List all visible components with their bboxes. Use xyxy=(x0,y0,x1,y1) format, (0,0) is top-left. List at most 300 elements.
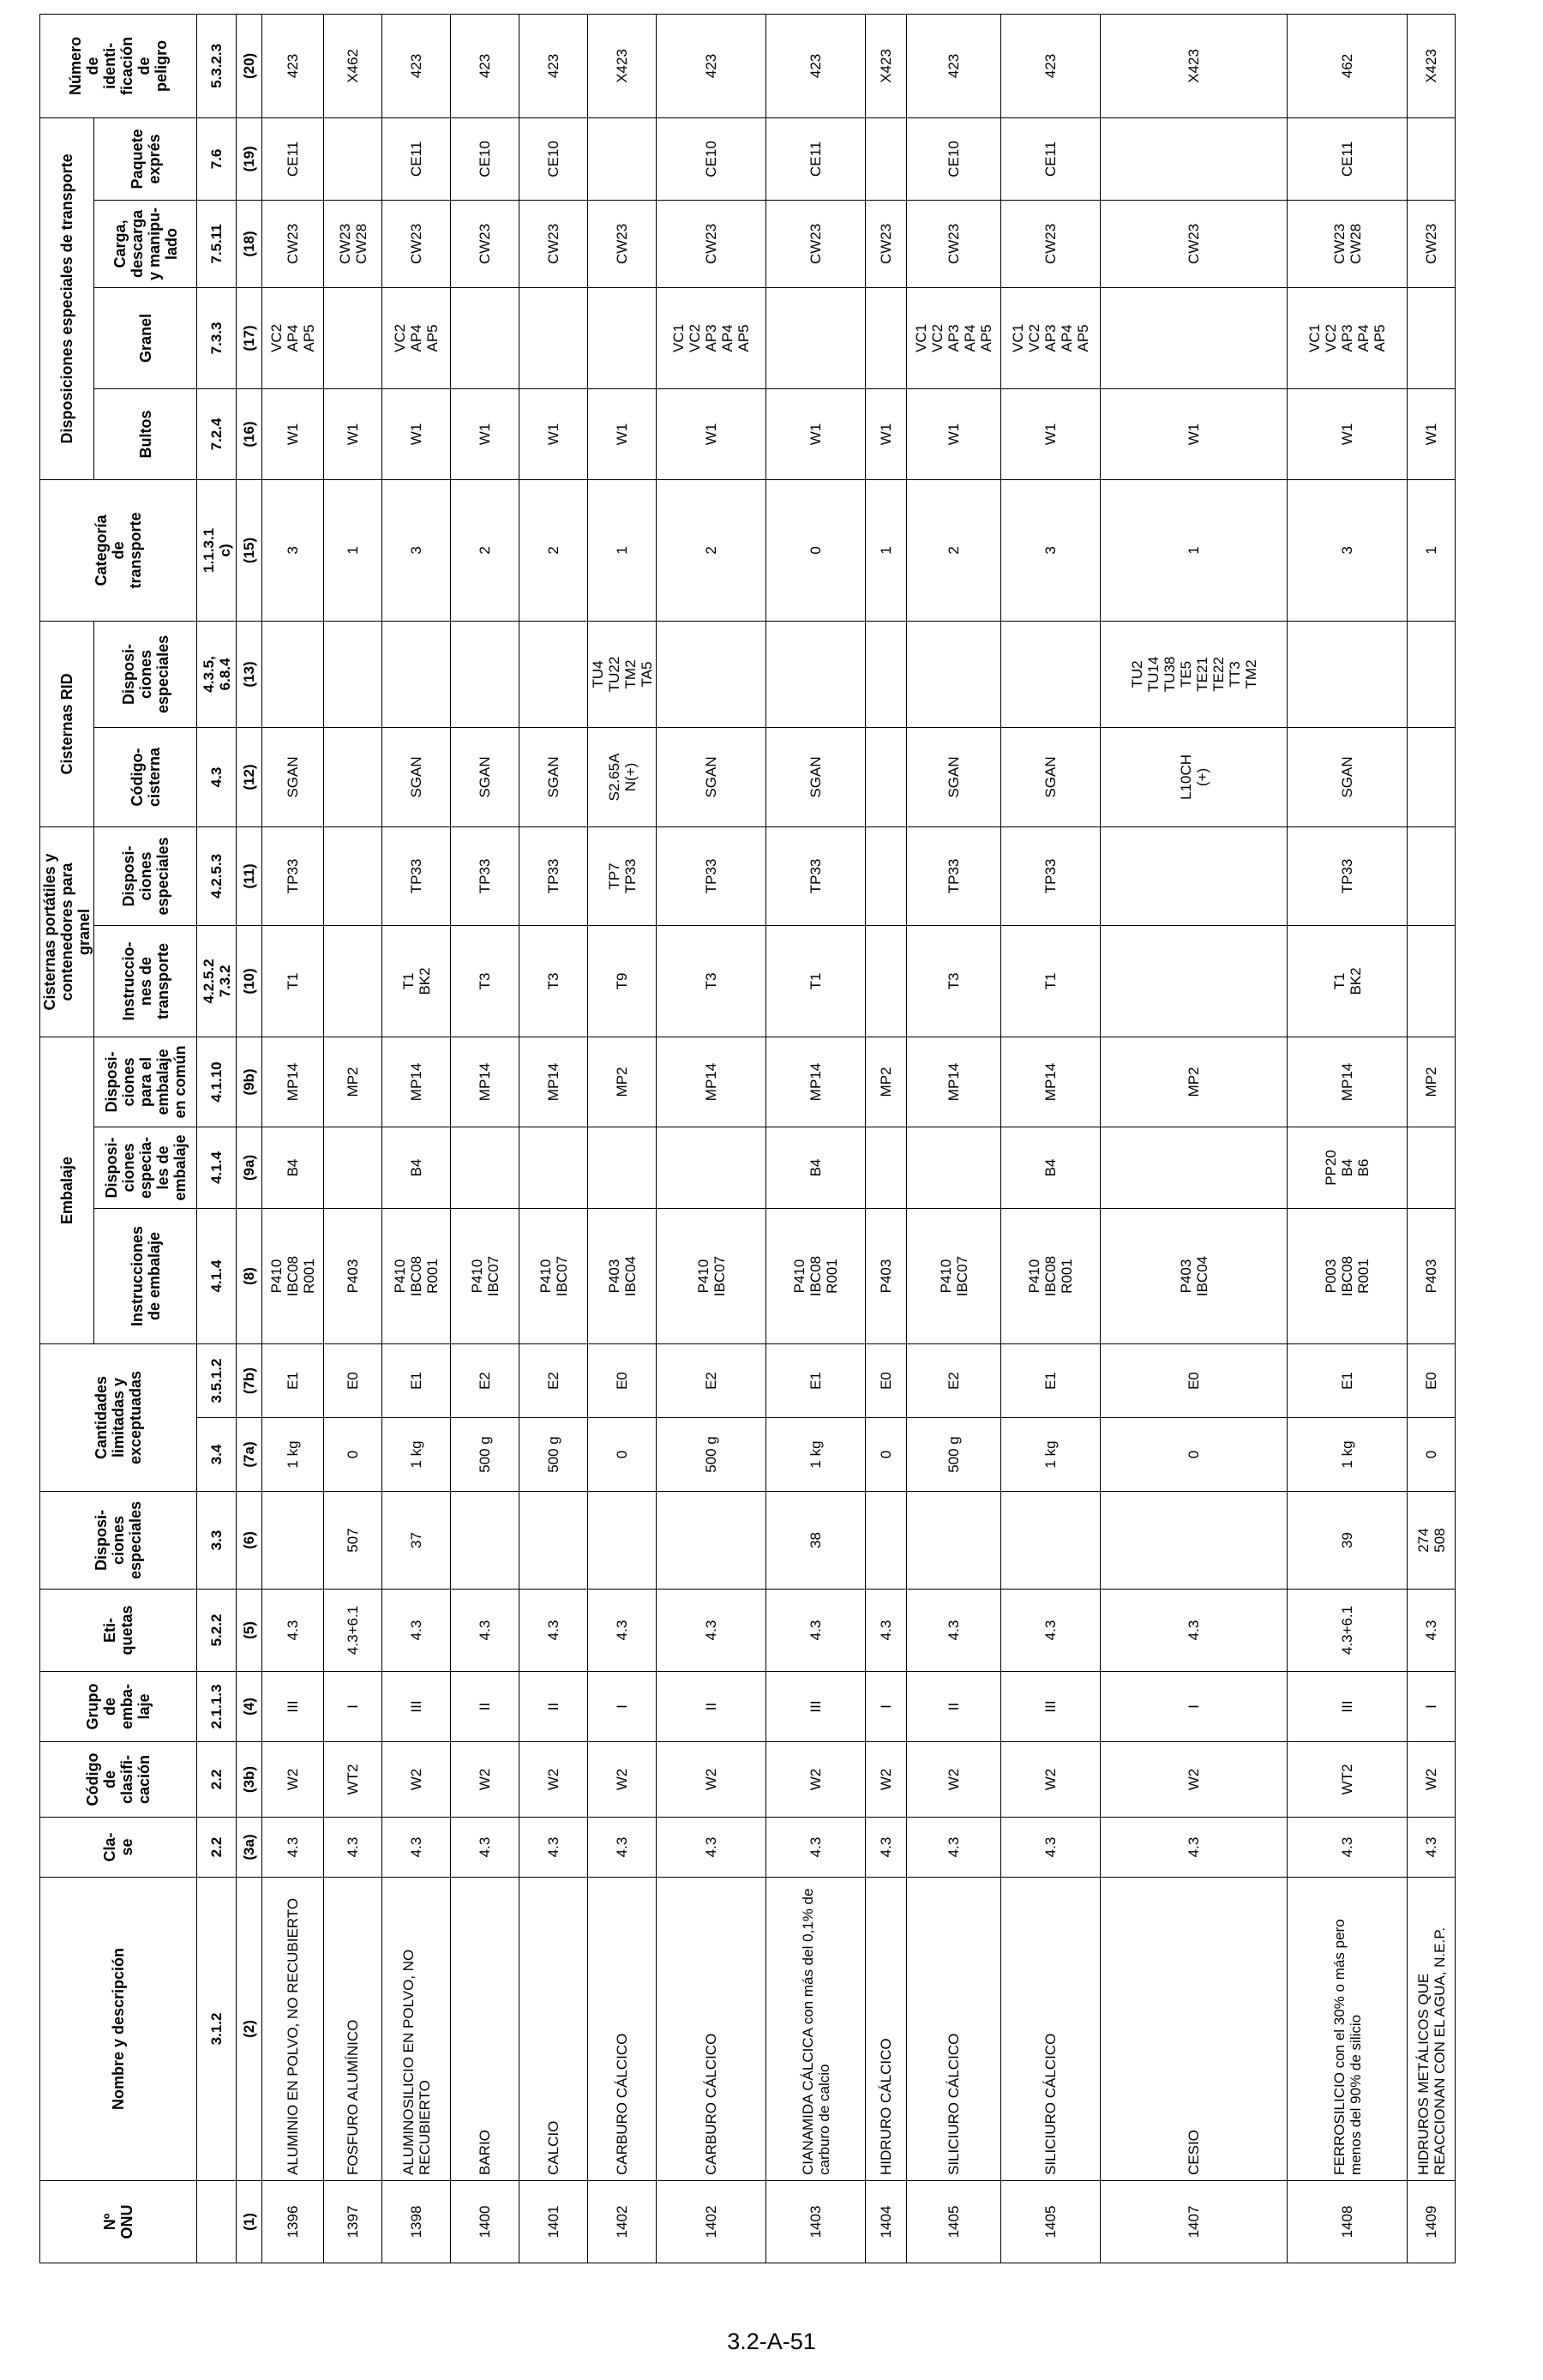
header-limited-quantities: Cantidades limitadas y exceptuadas xyxy=(40,1344,197,1492)
cell-tank-code: SGAN xyxy=(1288,727,1408,826)
cell-classification-code: W2 xyxy=(451,1742,519,1818)
cell-tank-code xyxy=(866,727,907,826)
cell-mixed-packing: MP14 xyxy=(382,1037,451,1127)
cell-packing-instructions: P410 IBC08 R001 xyxy=(766,1209,866,1344)
table-body xyxy=(262,14,1456,2263)
reference-row xyxy=(197,14,237,2263)
cell-labels: 4.3 xyxy=(519,1590,588,1672)
cell-tank-instructions xyxy=(866,925,907,1037)
cell-special-packing: B4 xyxy=(1001,1127,1101,1209)
cell-excepted-qty: E2 xyxy=(519,1344,588,1418)
cell-packages: W1 xyxy=(588,388,657,479)
cell-class: 4.3 xyxy=(766,1818,866,1878)
table-row xyxy=(451,14,519,2263)
cell-mixed-packing: MP14 xyxy=(451,1037,519,1127)
header-class: Cla- se xyxy=(40,1818,197,1878)
cell-name: BARIO xyxy=(451,1878,519,2181)
header-rid-special-provisions: Disposi- ciones especiales xyxy=(94,621,197,727)
cell-special-packing: B4 xyxy=(382,1127,451,1209)
cell-transport-category: 3 xyxy=(382,479,451,621)
ref-cell: 4.1.4 xyxy=(197,1209,237,1344)
table-row xyxy=(1001,14,1101,2263)
cell-packing-instructions: P003 IBC08 R001 xyxy=(1288,1209,1408,1344)
cell-packing-instructions: P403 IBC04 xyxy=(588,1209,657,1344)
cell-bulk xyxy=(451,287,519,388)
cell-tank-code: SGAN xyxy=(907,727,1001,826)
cell-tank-code: SGAN xyxy=(766,727,866,826)
cell-tank-special: TP33 xyxy=(451,826,519,925)
cell-loading: CW23 xyxy=(451,200,519,287)
cell-transport-category: 3 xyxy=(1001,479,1101,621)
cell-packages: W1 xyxy=(451,388,519,479)
cell-special-packing xyxy=(324,1127,382,1209)
cell-packing-group: I xyxy=(588,1672,657,1742)
ref-cell: 3.5.1.2 xyxy=(197,1344,237,1418)
cell-packing-instructions: P403 xyxy=(1408,1209,1456,1344)
cell-limited-qty: 500 g xyxy=(451,1418,519,1492)
cell-rid-special xyxy=(866,621,907,727)
cell-tank-special: TP33 xyxy=(1001,826,1101,925)
cell-mixed-packing: MP14 xyxy=(1001,1037,1101,1127)
cell-limited-qty: 1 kg xyxy=(382,1418,451,1492)
dangerous-goods-table xyxy=(39,14,1456,2263)
cell-classification-code: W2 xyxy=(1408,1742,1456,1818)
cell-un-number: 1405 xyxy=(1001,2181,1101,2263)
cell-labels: 4.3+6.1 xyxy=(1288,1590,1408,1672)
cell-labels: 4.3 xyxy=(1408,1590,1456,1672)
cell-limited-qty: 500 g xyxy=(907,1418,1001,1492)
cell-tank-instructions xyxy=(1101,925,1288,1037)
col-number-cell: (10) xyxy=(237,925,262,1037)
cell-tank-code: SGAN xyxy=(451,727,519,826)
cell-limited-qty: 500 g xyxy=(519,1418,588,1492)
cell-special-packing xyxy=(451,1127,519,1209)
cell-loading: CW23 xyxy=(262,200,324,287)
cell-packages: W1 xyxy=(1408,388,1456,479)
cell-packing-group: I xyxy=(866,1672,907,1742)
cell-name: SILICIURO CÁLCICO xyxy=(907,1878,1001,2181)
cell-mixed-packing: MP14 xyxy=(766,1037,866,1127)
col-number-cell: (20) xyxy=(237,14,262,117)
cell-name: CARBURO CÁLCICO xyxy=(588,1878,657,2181)
cell-bulk: VC2 AP4 AP5 xyxy=(382,287,451,388)
cell-class: 4.3 xyxy=(262,1818,324,1878)
cell-tank-code: SGAN xyxy=(657,727,766,826)
cell-packing-instructions: P403 xyxy=(324,1209,382,1344)
cell-transport-category: 2 xyxy=(519,479,588,621)
cell-packing-group: II xyxy=(519,1672,588,1742)
cell-un-number: 1396 xyxy=(262,2181,324,2263)
cell-un-number: 1408 xyxy=(1288,2181,1408,2263)
cell-packing-instructions: P410 IBC08 R001 xyxy=(262,1209,324,1344)
cell-labels: 4.3 xyxy=(451,1590,519,1672)
cell-hazard-id: 423 xyxy=(519,14,588,117)
cell-mixed-packing: MP2 xyxy=(588,1037,657,1127)
cell-classification-code: W2 xyxy=(866,1742,907,1818)
ref-cell: 4.3.5, 6.8.4 xyxy=(197,621,237,727)
cell-rid-special xyxy=(382,621,451,727)
col-number-cell: (9a) xyxy=(237,1127,262,1209)
cell-tank-instructions: T1 BK2 xyxy=(1288,925,1408,1037)
cell-labels: 4.3 xyxy=(1001,1590,1101,1672)
cell-tank-special xyxy=(1101,826,1288,925)
rotated-table-wrapper xyxy=(39,19,1450,2263)
header-name-description: Nombre y descripción xyxy=(40,1878,197,2181)
cell-special-provisions: 38 xyxy=(766,1492,866,1590)
cell-classification-code: W2 xyxy=(519,1742,588,1818)
cell-labels: 4.3 xyxy=(262,1590,324,1672)
header-tank-code: Código- cisterna xyxy=(94,727,197,826)
cell-tank-code: S2.65A N(+) xyxy=(588,727,657,826)
cell-classification-code: W2 xyxy=(907,1742,1001,1818)
header-packing-group: Grupo de emba- laje xyxy=(40,1672,197,1742)
cell-labels: 4.3 xyxy=(1101,1590,1288,1672)
cell-tank-special: TP33 xyxy=(766,826,866,925)
cell-rid-special xyxy=(519,621,588,727)
cell-tank-instructions: T3 xyxy=(519,925,588,1037)
cell-rid-special: TU2 TU14 TU38 TE5 TE21 TE22 TT3 TM2 xyxy=(1101,621,1288,727)
cell-hazard-id: 423 xyxy=(451,14,519,117)
cell-tank-instructions: T1 BK2 xyxy=(382,925,451,1037)
cell-hazard-id: 423 xyxy=(382,14,451,117)
cell-tank-code xyxy=(324,727,382,826)
cell-tank-special: TP33 xyxy=(262,826,324,925)
cell-un-number: 1400 xyxy=(451,2181,519,2263)
cell-special-provisions xyxy=(262,1492,324,1590)
cell-express xyxy=(1101,117,1288,200)
page-number: 3.2-A-51 xyxy=(727,2329,816,2354)
ref-cell: 4.1.4 xyxy=(197,1127,237,1209)
cell-rid-special xyxy=(766,621,866,727)
cell-class: 4.3 xyxy=(324,1818,382,1878)
cell-loading: CW23 xyxy=(866,200,907,287)
col-number-cell: (9b) xyxy=(237,1037,262,1127)
header-express-parcel: Paquete exprés xyxy=(94,117,197,200)
cell-special-provisions: 39 xyxy=(1288,1492,1408,1590)
cell-packing-instructions: P410 IBC07 xyxy=(907,1209,1001,1344)
cell-un-number: 1402 xyxy=(588,2181,657,2263)
table-row xyxy=(657,14,766,2263)
cell-transport-category: 1 xyxy=(1408,479,1456,621)
table-row xyxy=(324,14,382,2263)
cell-loading: CW23 xyxy=(1001,200,1101,287)
cell-class: 4.3 xyxy=(588,1818,657,1878)
cell-excepted-qty: E0 xyxy=(1408,1344,1456,1418)
cell-special-packing xyxy=(1101,1127,1288,1209)
cell-name: CALCIO xyxy=(519,1878,588,2181)
cell-tank-special: TP33 xyxy=(382,826,451,925)
cell-packing-instructions: P410 IBC07 xyxy=(519,1209,588,1344)
cell-classification-code: W2 xyxy=(1101,1742,1288,1818)
cell-tank-code: SGAN xyxy=(519,727,588,826)
header-classification-code: Código de clasifi- cación xyxy=(40,1742,197,1818)
cell-express: CE11 xyxy=(382,117,451,200)
cell-packages: W1 xyxy=(1001,388,1101,479)
table-row xyxy=(1288,14,1408,2263)
cell-packages: W1 xyxy=(907,388,1001,479)
cell-express: CE11 xyxy=(1288,117,1408,200)
col-number-cell: (7a) xyxy=(237,1418,262,1492)
cell-transport-category: 2 xyxy=(907,479,1001,621)
header-special-provisions: Disposi- ciones especiales xyxy=(40,1492,197,1590)
table-row xyxy=(588,14,657,2263)
cell-express: CE11 xyxy=(262,117,324,200)
cell-tank-special: TP33 xyxy=(519,826,588,925)
cell-tank-special: TP33 xyxy=(657,826,766,925)
cell-name: SILICIURO CÁLCICO xyxy=(1001,1878,1101,2181)
cell-transport-category: 0 xyxy=(766,479,866,621)
cell-special-packing xyxy=(588,1127,657,1209)
cell-class: 4.3 xyxy=(657,1818,766,1878)
cell-special-packing xyxy=(1408,1127,1456,1209)
cell-hazard-id: 423 xyxy=(657,14,766,117)
cell-un-number: 1407 xyxy=(1101,2181,1288,2263)
table-row xyxy=(907,14,1001,2263)
cell-express xyxy=(1408,117,1456,200)
cell-hazard-id: 423 xyxy=(766,14,866,117)
cell-packages: W1 xyxy=(657,388,766,479)
cell-mixed-packing: MP2 xyxy=(1408,1037,1456,1127)
cell-name: HIDRUROS METÁLICOS QUE REACCIONAN CON EL AGUA, N.E.P. xyxy=(1408,1878,1456,2181)
cell-special-provisions: 37 xyxy=(382,1492,451,1590)
cell-express: CE11 xyxy=(766,117,866,200)
cell-special-packing xyxy=(866,1127,907,1209)
table-row xyxy=(382,14,451,2263)
ref-cell xyxy=(197,2181,237,2263)
cell-packages: W1 xyxy=(766,388,866,479)
col-number-cell: (19) xyxy=(237,117,262,200)
cell-bulk xyxy=(519,287,588,388)
cell-mixed-packing: MP2 xyxy=(1101,1037,1288,1127)
cell-labels: 4.3+6.1 xyxy=(324,1590,382,1672)
cell-mixed-packing: MP14 xyxy=(519,1037,588,1127)
cell-special-packing: PP20 B4 B6 xyxy=(1288,1127,1408,1209)
col-number-cell: (7b) xyxy=(237,1344,262,1418)
cell-packing-instructions: P410 IBC07 xyxy=(451,1209,519,1344)
ref-cell: 3.1.2 xyxy=(197,1878,237,2181)
cell-excepted-qty: E1 xyxy=(382,1344,451,1418)
cell-tank-instructions: T1 xyxy=(262,925,324,1037)
header-hazard-id-number: Número de identi- ficación de peligro xyxy=(40,14,197,117)
header-loading-handling: Carga, descarga y manipu- lado xyxy=(94,200,197,287)
cell-name: FOSFURO ALUMÍNICO xyxy=(324,1878,382,2181)
cell-rid-special xyxy=(907,621,1001,727)
cell-packages: W1 xyxy=(1101,388,1288,479)
cell-bulk: VC1 VC2 AP3 AP4 AP5 xyxy=(1288,287,1408,388)
header-packing-instructions: Instrucciones de embalaje xyxy=(94,1209,197,1344)
cell-special-provisions xyxy=(866,1492,907,1590)
cell-packages: W1 xyxy=(519,388,588,479)
cell-tank-code: SGAN xyxy=(1001,727,1101,826)
cell-rid-special xyxy=(324,621,382,727)
cell-special-provisions xyxy=(451,1492,519,1590)
ref-cell: 3.4 xyxy=(197,1418,237,1492)
cell-excepted-qty: E1 xyxy=(1288,1344,1408,1418)
cell-un-number: 1404 xyxy=(866,2181,907,2263)
cell-hazard-id: X423 xyxy=(1408,14,1456,117)
cell-class: 4.3 xyxy=(1101,1818,1288,1878)
cell-tank-special xyxy=(866,826,907,925)
header-special-transport-provisions: Disposiciones especiales de transporte xyxy=(40,117,94,479)
cell-transport-category: 1 xyxy=(1101,479,1288,621)
cell-labels: 4.3 xyxy=(907,1590,1001,1672)
ref-cell: 4.1.10 xyxy=(197,1037,237,1127)
cell-express xyxy=(588,117,657,200)
cell-labels: 4.3 xyxy=(382,1590,451,1672)
cell-special-provisions xyxy=(588,1492,657,1590)
cell-mixed-packing: MP2 xyxy=(324,1037,382,1127)
cell-excepted-qty: E0 xyxy=(324,1344,382,1418)
cell-packing-group: III xyxy=(1001,1672,1101,1742)
cell-class: 4.3 xyxy=(1001,1818,1101,1878)
col-number-cell: (1) xyxy=(237,2181,262,2263)
col-number-cell: (3a) xyxy=(237,1818,262,1878)
header-transport-category: Categoría de transporte xyxy=(40,479,197,621)
cell-packing-group: III xyxy=(1288,1672,1408,1742)
cell-tank-special: TP33 xyxy=(1288,826,1408,925)
cell-mixed-packing: MP14 xyxy=(1288,1037,1408,1127)
cell-limited-qty: 0 xyxy=(324,1418,382,1492)
cell-un-number: 1398 xyxy=(382,2181,451,2263)
cell-classification-code: W2 xyxy=(382,1742,451,1818)
cell-rid-special xyxy=(1288,621,1408,727)
col-number-cell: (11) xyxy=(237,826,262,925)
cell-packing-group: II xyxy=(451,1672,519,1742)
cell-special-provisions xyxy=(1101,1492,1288,1590)
cell-packages: W1 xyxy=(324,388,382,479)
cell-special-provisions: 507 xyxy=(324,1492,382,1590)
ref-cell: 2.1.1.3 xyxy=(197,1672,237,1742)
cell-limited-qty: 0 xyxy=(588,1418,657,1492)
cell-mixed-packing: MP14 xyxy=(907,1037,1001,1127)
cell-loading: CW23 xyxy=(1101,200,1288,287)
cell-packing-group: I xyxy=(1408,1672,1456,1742)
cell-rid-special xyxy=(451,621,519,727)
header-tank-special-provisions: Disposi- ciones especiales xyxy=(94,826,197,925)
cell-tank-instructions xyxy=(1408,925,1456,1037)
cell-excepted-qty: E0 xyxy=(866,1344,907,1418)
cell-packing-group: III xyxy=(766,1672,866,1742)
cell-special-provisions xyxy=(907,1492,1001,1590)
cell-excepted-qty: E0 xyxy=(588,1344,657,1418)
col-number-cell: (16) xyxy=(237,388,262,479)
cell-loading: CW23 CW28 xyxy=(324,200,382,287)
ref-cell: 2.2 xyxy=(197,1818,237,1878)
cell-rid-special xyxy=(262,621,324,727)
cell-packing-group: III xyxy=(382,1672,451,1742)
cell-classification-code: W2 xyxy=(588,1742,657,1818)
cell-limited-qty: 0 xyxy=(1408,1418,1456,1492)
cell-hazard-id: X462 xyxy=(324,14,382,117)
header-mixed-packing-provisions: Disposi- ciones para el embalaje en común xyxy=(94,1037,197,1127)
cell-name: CIANAMIDA CÁLCICA con más del 0,1% de carburo de calcio xyxy=(766,1878,866,2181)
cell-bulk xyxy=(1101,287,1288,388)
cell-special-packing xyxy=(907,1127,1001,1209)
cell-un-number: 1402 xyxy=(657,2181,766,2263)
cell-tank-instructions: T1 xyxy=(1001,925,1101,1037)
cell-un-number: 1397 xyxy=(324,2181,382,2263)
cell-express: CE11 xyxy=(1001,117,1101,200)
cell-classification-code: W2 xyxy=(1001,1742,1101,1818)
cell-loading: CW23 xyxy=(1408,200,1456,287)
cell-packing-group: I xyxy=(324,1672,382,1742)
col-number-cell: (2) xyxy=(237,1878,262,2181)
cell-name: ALUMINIO EN POLVO, NO RECUBIERTO xyxy=(262,1878,324,2181)
cell-mixed-packing: MP2 xyxy=(866,1037,907,1127)
cell-tank-instructions: T3 xyxy=(657,925,766,1037)
cell-class: 4.3 xyxy=(1408,1818,1456,1878)
cell-special-packing xyxy=(657,1127,766,1209)
cell-special-packing: B4 xyxy=(262,1127,324,1209)
col-number-cell: (5) xyxy=(237,1590,262,1672)
cell-hazard-id: 423 xyxy=(907,14,1001,117)
cell-bulk xyxy=(324,287,382,388)
cell-bulk: VC1 VC2 AP3 AP4 AP5 xyxy=(657,287,766,388)
cell-classification-code: W2 xyxy=(262,1742,324,1818)
cell-packages: W1 xyxy=(382,388,451,479)
cell-rid-special xyxy=(1408,621,1456,727)
cell-express xyxy=(324,117,382,200)
cell-tank-code: L10CH (+) xyxy=(1101,727,1288,826)
table-row xyxy=(519,14,588,2263)
header-labels: Eti- quetas xyxy=(40,1590,197,1672)
cell-special-provisions xyxy=(657,1492,766,1590)
cell-hazard-id: 462 xyxy=(1288,14,1408,117)
cell-un-number: 1403 xyxy=(766,2181,866,2263)
cell-tank-instructions: T3 xyxy=(451,925,519,1037)
cell-bulk: VC1 VC2 AP3 AP4 AP5 xyxy=(1001,287,1101,388)
ref-cell: 4.3 xyxy=(197,727,237,826)
cell-excepted-qty: E2 xyxy=(657,1344,766,1418)
cell-name: CESIO xyxy=(1101,1878,1288,2181)
table-row xyxy=(1101,14,1288,2263)
header-special-packing-provisions: Disposi- ciones especia- les de embalaje xyxy=(94,1127,197,1209)
cell-excepted-qty: E1 xyxy=(1001,1344,1101,1418)
cell-class: 4.3 xyxy=(451,1818,519,1878)
cell-bulk xyxy=(866,287,907,388)
cell-packages: W1 xyxy=(1288,388,1408,479)
cell-limited-qty: 1 kg xyxy=(1001,1418,1101,1492)
cell-name: ALUMINOSILICIO EN POLVO, NO RECUBIERTO xyxy=(382,1878,451,2181)
col-number-cell: (8) xyxy=(237,1209,262,1344)
cell-bulk xyxy=(1408,287,1456,388)
cell-transport-category: 3 xyxy=(1288,479,1408,621)
cell-un-number: 1401 xyxy=(519,2181,588,2263)
cell-packing-group: II xyxy=(907,1672,1001,1742)
cell-un-number: 1409 xyxy=(1408,2181,1456,2263)
col-number-cell: (12) xyxy=(237,727,262,826)
col-number-cell: (15) xyxy=(237,479,262,621)
cell-express: CE10 xyxy=(907,117,1001,200)
cell-classification-code: WT2 xyxy=(324,1742,382,1818)
col-number-cell: (17) xyxy=(237,287,262,388)
cell-excepted-qty: E1 xyxy=(262,1344,324,1418)
cell-special-provisions xyxy=(1001,1492,1101,1590)
cell-excepted-qty: E2 xyxy=(451,1344,519,1418)
cell-tank-instructions: T1 xyxy=(766,925,866,1037)
cell-express: CE10 xyxy=(657,117,766,200)
cell-rid-special xyxy=(1001,621,1101,727)
cell-hazard-id: X423 xyxy=(1101,14,1288,117)
cell-tank-code: SGAN xyxy=(262,727,324,826)
cell-loading: CW23 xyxy=(907,200,1001,287)
cell-hazard-id: X423 xyxy=(588,14,657,117)
cell-tank-code: SGAN xyxy=(382,727,451,826)
cell-mixed-packing: MP14 xyxy=(262,1037,324,1127)
table-row xyxy=(262,14,324,2263)
cell-loading: CW23 xyxy=(766,200,866,287)
header-packages: Bultos xyxy=(94,388,197,479)
